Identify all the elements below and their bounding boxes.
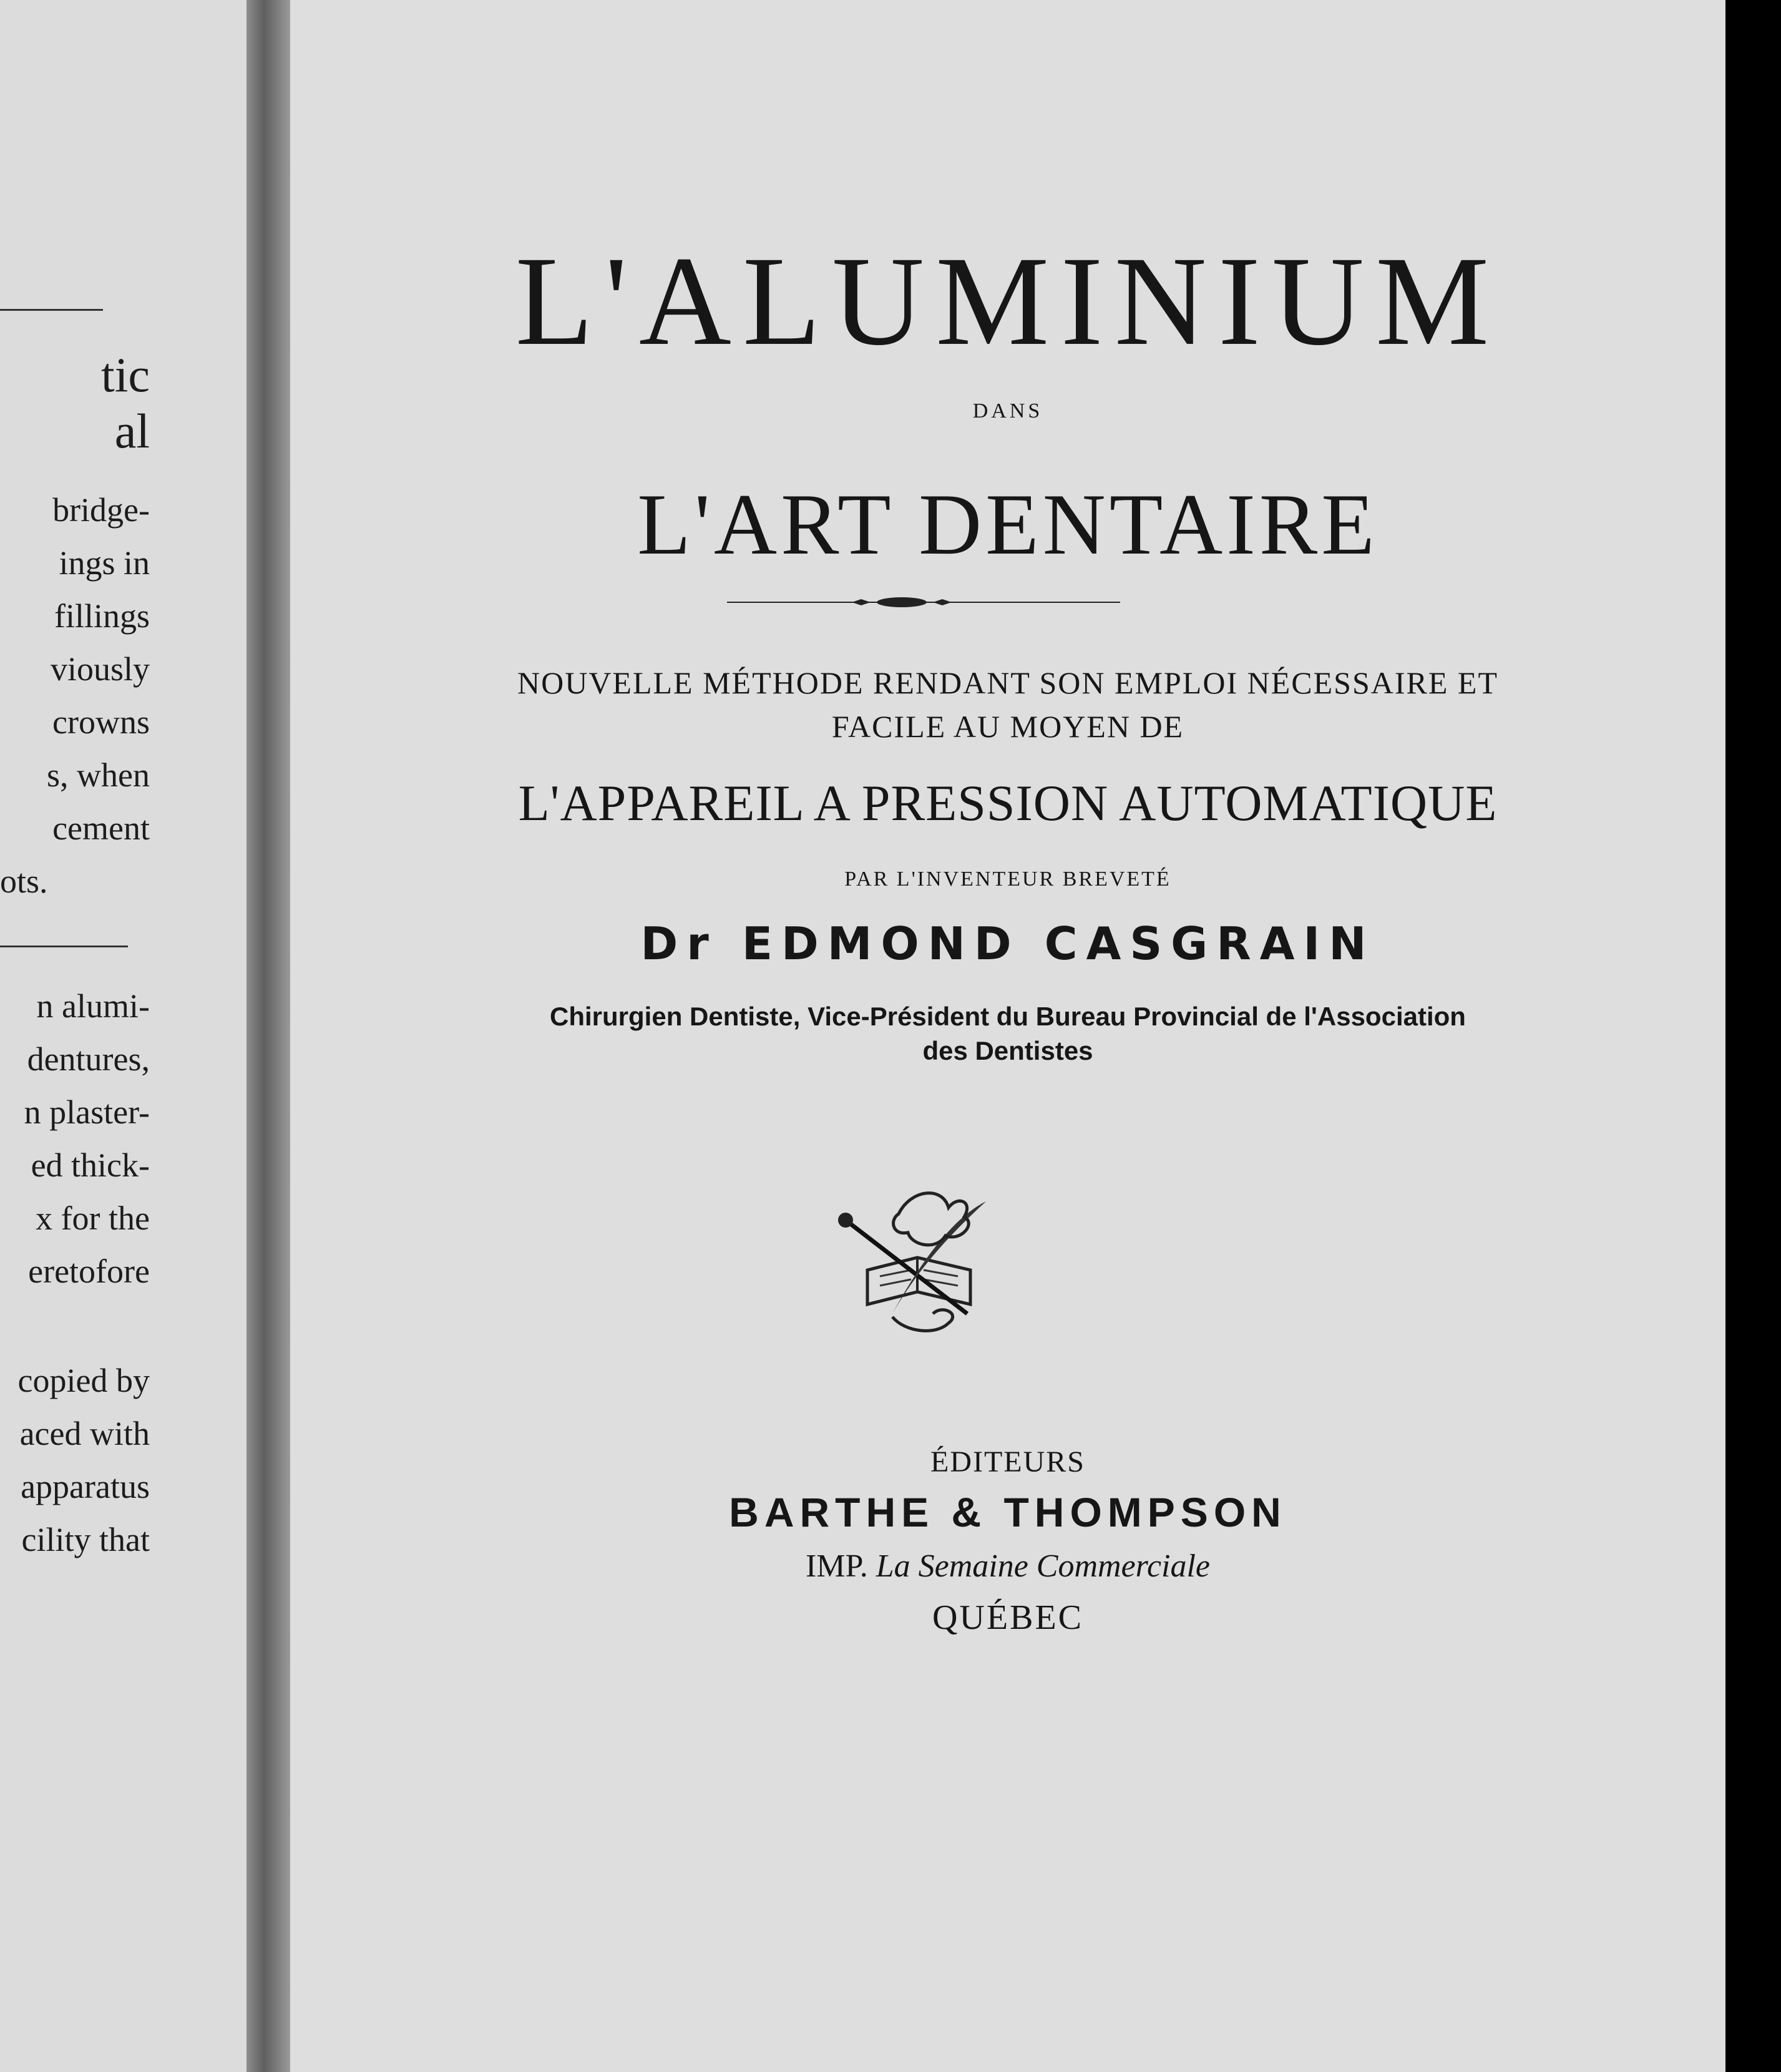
left-text-line: cility that bbox=[21, 1521, 150, 1558]
title-page bbox=[290, 0, 1725, 2072]
left-text-line: aced with bbox=[19, 1415, 150, 1452]
title-connector: DANS bbox=[972, 399, 1043, 423]
left-text-line: fillings bbox=[54, 597, 150, 635]
author-role: Chirurgien Dentiste, Vice-Président du Bureau Provincial de l'Association bbox=[550, 1002, 1466, 1031]
inventor-prefix: PAR L'INVENTEUR BREVETÉ bbox=[844, 867, 1171, 891]
imprint-name: La Semaine Commerciale bbox=[876, 1548, 1211, 1584]
left-facing-page bbox=[0, 0, 246, 2072]
left-heading-line: tic bbox=[101, 348, 150, 402]
left-text-line: crowns bbox=[52, 703, 150, 741]
left-text-line: apparatus bbox=[21, 1468, 150, 1505]
publishers-label: ÉDITEURS bbox=[930, 1445, 1085, 1478]
left-text-line: viously bbox=[50, 650, 150, 688]
book-gutter bbox=[246, 0, 290, 2072]
description-line: NOUVELLE MÉTHODE RENDANT SON EMPLOI NÉCESSAIRE ET bbox=[517, 665, 1498, 700]
left-text-line: bridge- bbox=[52, 491, 150, 529]
left-text-line: eretofore bbox=[28, 1253, 150, 1290]
left-text-line: cement bbox=[52, 809, 150, 847]
left-rule-bottom bbox=[0, 946, 128, 947]
imprint-prefix: IMP. bbox=[805, 1548, 868, 1584]
left-text-line: s, when bbox=[47, 756, 150, 794]
publisher-name: BARTHE & THOMPSON bbox=[729, 1489, 1287, 1535]
left-text-line: dentures, bbox=[27, 1040, 150, 1078]
publication-city: QUÉBEC bbox=[932, 1598, 1083, 1637]
scan-border bbox=[1725, 0, 1781, 2072]
left-text-line: copied by bbox=[17, 1362, 150, 1399]
printers-emblem-icon bbox=[824, 1176, 1011, 1339]
left-text-line: ings in bbox=[59, 544, 150, 582]
apparatus-title: L'APPAREIL A PRESSION AUTOMATIQUE bbox=[518, 775, 1498, 831]
book-title: L'ALUMINIUM bbox=[515, 230, 1501, 372]
left-text-line: x for the bbox=[36, 1200, 150, 1237]
left-text-line: ed thick- bbox=[31, 1146, 150, 1184]
ornamental-rule-icon bbox=[727, 590, 1120, 615]
left-text-line: n alumi- bbox=[36, 987, 150, 1025]
book-subtitle: L'ART DENTAIRE bbox=[637, 476, 1378, 573]
imprint-line bbox=[290, 1548, 1725, 1585]
left-heading-line: al bbox=[114, 404, 150, 458]
left-text-line: ots. bbox=[0, 863, 48, 900]
left-text-line: n plaster- bbox=[24, 1093, 150, 1131]
author-role: des Dentistes bbox=[922, 1036, 1093, 1065]
description-line: FACILE AU MOYEN DE bbox=[831, 709, 1184, 744]
left-rule-top bbox=[0, 309, 103, 311]
author-name: Dr EDMOND CASGRAIN bbox=[640, 917, 1375, 970]
